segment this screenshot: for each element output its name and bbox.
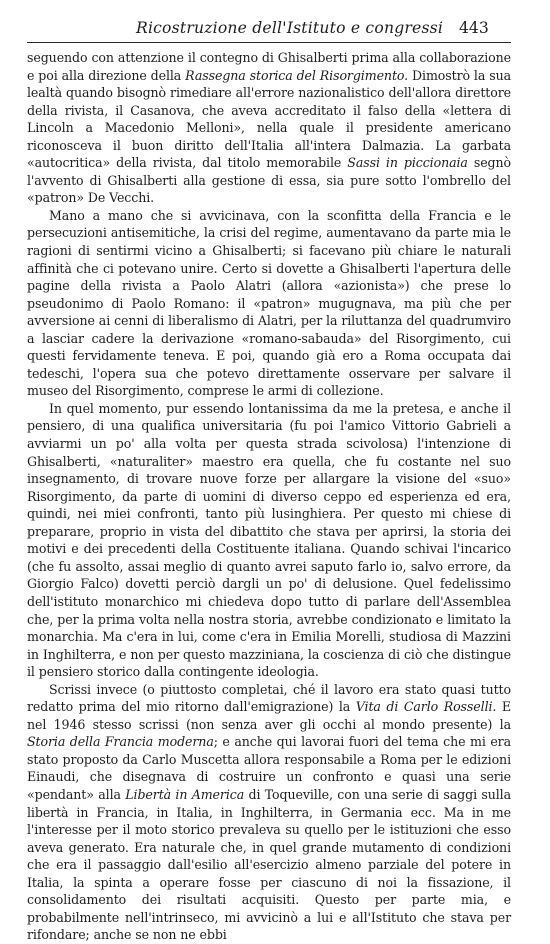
text-run: In quel momento, pur essendo lontanissima da me la pretesa, e anche il pensiero, di una qualifica universitaria (fu poi l'amico Vittorio Gabrieli a avviarmi un po' alla volta per questa strada scivolosa) l'intenzione di Ghisalberti, «naturaliter» maestro era quella, che fu costante nel suo insegnamento, di trovare nuove forze per allargare la visione del «suo» Risorgimento, da parte di uomini di diverso ceppo ed esperienza ed era, quindi, nei miei confronti, tanto più lusinghiera. Per questo mi chiese di preparare, proprio in vista del dibattito che stava per aprirsi, la storia dei motivi e dei precedenti della Costituente italiana. Quando schivai l'incarico (che fu assolto, assai meglio di quanto avrei saputo farlo io, salvo errore, da Giorgio Falco) dovetti perciò dargli un po' di delusione. Quel fedelissimo dell'istituto monarchico mi chiedeva dopo tutto di parlare dell'Assemblea che, per la prima volta nella nostra storia, avrebbe condizionato e limitato la monarchia. Ma c'era in lui, come c'era in Emilia Morelli, studiosa di Mazzini in Inghilterra, e non per questo mazziniana, la coscienza di ciò che distingue il pensiero storico dalla contingente ideologia. [27, 400, 511, 680]
text-run: seguendo con attenzione il contegno di Ghisalberti prima alla collaborazione e poi alla direzione della [27, 50, 511, 83]
italic-title-run: Storia della Francia moderna [27, 734, 214, 750]
text-run: Scrissi invece (o piuttosto completai, ché il lavoro era stato quasi tutto redatto prima del mio ritorno dall'emigrazione) la [27, 681, 511, 715]
text-run: Dimostrò la sua lealtà quando bisognò rimediare all'errore nazionalistico dell'allora direttore della rivista, il Casanova, che aveva accreditato il falso della «lettera di Lincoln a Macedonio Melloni», nella quale il presidente americano riconosceva il buon diritto dell'Italia all'intera Dalmazia. La garbata «autocritica» della rivista, dal titolo memorabile [27, 67, 511, 171]
running-title: Ricostruzione dell'Istituto e congressi [136, 19, 444, 37]
italic-title-run: Libertà in America [125, 786, 245, 802]
paragraph-1 [27, 49, 511, 207]
page-header [0, 0, 550, 48]
header-rule [27, 42, 511, 43]
text-run: segnò l'avvento di Ghisalberti alla gestione di essa, sia pure sotto l'ombrello del «patron» De Vecchi. [27, 155, 512, 206]
page-number: 443 [459, 19, 489, 37]
body-text [27, 49, 511, 944]
text-run: E nel 1946 stesso scrissi (non senza aver gli occhi al mondo presente) la [27, 699, 511, 732]
text-run: di Toqueville, con una serie di saggi sulla libertà in Francia, in Italia, in Inghilterra, in Germania ecc. Ma in me l'interesse per il moto storico prevaleva su quello per le istituzioni che esso aveva generato. Era naturale che, in quel grande mutamento di condizioni che era il passaggio dall'esilio all'esercizio almeno parziale del potere in Italia, la spinta a operare fosse per ciascuno di noi la fissazione, il consolidamento dei risultati acquisiti. Questo per parte mia, e probabilmente nell'intrinseco, mi avvicinò a lui e all'Istituto che stava per rifondare; anche se non ne ebbi [27, 786, 511, 943]
paragraph-3 [27, 400, 511, 681]
paragraph-2 [27, 207, 511, 400]
italic-title-run: Rassegna storica del Risorgimento. [185, 67, 409, 83]
italic-title-run: Sassi in piccionaia [347, 155, 468, 171]
text-run: Mano a mano che si avvicinava, con la sconfitta della Francia e le persecuzioni antisemitiche, la crisi del regime, aumentavano da parte mia le ragioni di sentirmi vicino a Ghisalberti; si facevano più chiare le naturali affinità che ci potevano unire. Certo si dovette a Ghisalberti l'apertura delle pagine della rivista a Paolo Alatri (allora «azionista») che prese lo pseudonimo di Paolo Romano: il «patron» mugugnava, ma più che per avversione ai cenni di liberalismo di Alatri, per la riluttanza del quadrumviro a lasciar cadere la derivazione «romano-sabauda» del Risorgimento, cui questi fervidamente teneva. E poi, quando già ero a Roma occupata dai tedeschi, l'opera sua che potevo direttamente osservare per salvare il museo del Risorgimento, comprese le armi di collezione. [27, 207, 511, 399]
text-run: ; e anche qui lavorai fuori del tema che mi era stato proposto da Carlo Muscetta allora responsabile a Roma per le edizioni Einaudi, che disegnava di costruire un confronto e quasi una serie «pendant» alla [27, 734, 512, 802]
italic-title-run: Vita di Carlo Rosselli. [355, 699, 497, 715]
paragraph-4 [27, 681, 511, 944]
